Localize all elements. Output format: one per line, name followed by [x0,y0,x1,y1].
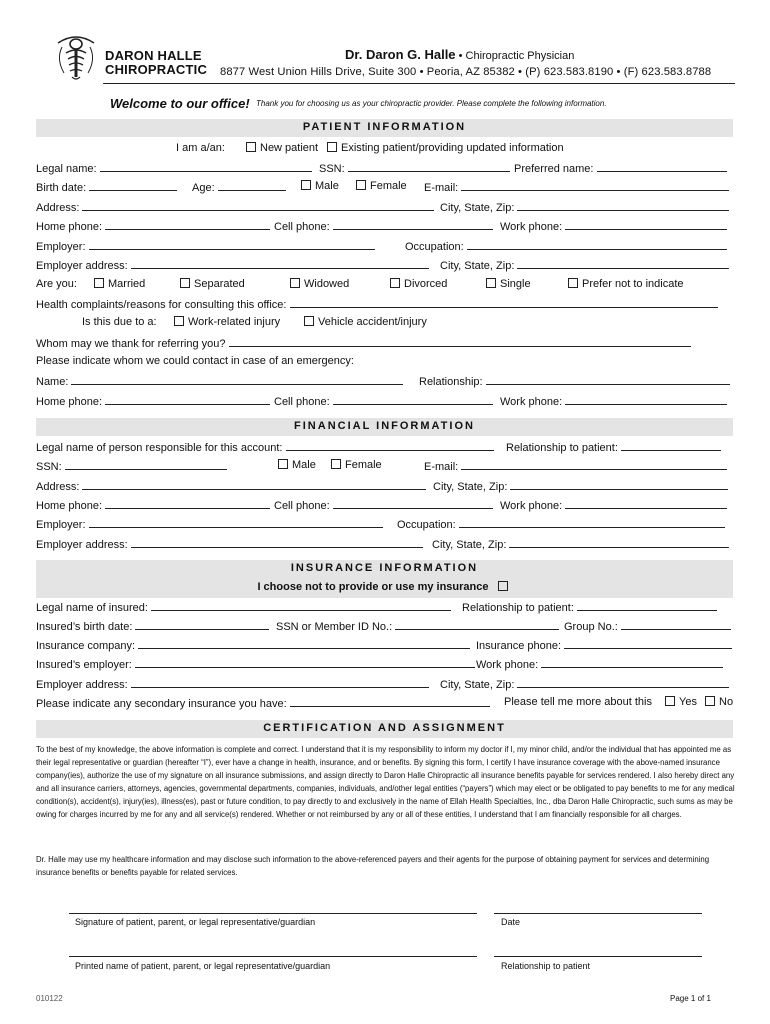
secondary-insurance-label: Please indicate any secondary insurance you have: [36,698,287,710]
separated-checkbox[interactable] [180,278,190,288]
emergency-name-field[interactable] [71,374,403,385]
work-injury-checkbox[interactable] [174,316,184,326]
female-checkbox[interactable] [356,180,366,190]
fin-cell-phone-field[interactable] [333,498,493,509]
work-phone-field[interactable] [565,219,727,230]
doctor-name: Dr. Daron G. Halle [345,47,456,62]
cell-phone-field[interactable] [333,219,493,230]
fin-address-row [36,479,736,498]
is-this-due-label: Is this due to a: [82,316,157,328]
married-label: Married [108,278,146,290]
occupation-label: Occupation: [405,241,464,253]
fin-employer-field[interactable] [89,517,383,528]
emergency-phone-row [36,394,736,413]
fin-city-state-zip-label: City, State, Zip: [433,481,508,493]
ssn-member-field[interactable] [395,619,559,630]
welcome-title: Welcome to our office! [110,96,250,111]
divorced-checkbox[interactable] [390,278,400,288]
date-line[interactable] [494,913,702,914]
tell-me-yes-label: Yes [679,696,697,708]
vehicle-accident-checkbox[interactable] [304,316,314,326]
patient-section-header [36,119,733,137]
fin-occupation-label: Occupation: [397,519,456,531]
certification-paragraph-2: Dr. Halle may use my healthcare information and may disclose such information to the above-referenced payers and their agents for the purpose of obtaining payment for services and determining insurance benefits or benefits payable for related services. [36,855,710,877]
fin-male-checkbox[interactable] [278,459,288,469]
new-patient-label: New patient [260,142,319,154]
birth-date-label: Birth date: [36,182,87,194]
practice-logo [52,33,100,83]
are-you-label: Are you: [36,278,77,290]
ins-city-state-zip-field[interactable] [517,677,729,688]
ins-work-phone-field[interactable] [541,657,723,668]
employer-city-state-zip-label: City, State, Zip: [440,260,515,272]
divorced-label: Divorced [404,278,448,290]
fin-city-state-zip-field[interactable] [510,479,728,490]
home-phone-label: Home phone: [36,221,103,233]
widowed-label: Widowed [304,278,350,290]
tell-me-no-checkbox[interactable] [705,696,715,706]
legal-name-field[interactable] [100,161,312,172]
home-phone-field[interactable] [105,219,270,230]
practice-address: 8877 West Union Hills Drive, Suite 300 • Peoria, AZ 85382 • (P) 623.583.8190 • (F) 623.583.8788 [220,66,712,78]
page-number: Page 1 of 1 [670,994,711,1003]
ins-relationship-field[interactable] [577,600,717,611]
email-field[interactable] [461,180,729,191]
female-label: Female [370,180,407,192]
fin-employer-label: Employer: [36,519,86,531]
marital-status-row [36,278,736,297]
ins-relationship-label: Relationship to patient: [462,602,574,614]
patient-section-title: PATIENT INFORMATION [302,121,467,133]
employer-address-label: Employer address: [36,260,128,272]
printed-name-line[interactable] [69,956,477,957]
welcome-subtitle: Thank you for choosing us as your chiropractic provider. Please complete the following information. [256,99,607,108]
insured-employer-field[interactable] [135,657,475,668]
tell-me-no-label: No [719,696,734,708]
insurance-company-row [36,638,736,657]
address-field[interactable] [82,200,434,211]
header-divider [103,83,735,84]
patient-type-row [36,142,736,161]
certification-section-title: CERTIFICATION AND ASSIGNMENT [263,722,506,734]
fin-address-label: Address: [36,481,80,493]
legal-name-row [36,161,736,180]
practice-name-line1: DARON HALLE [105,48,202,63]
employer-label: Employer: [36,241,86,253]
emergency-prompt-row [36,355,736,374]
insurance-company-label: Insurance company: [36,640,136,652]
city-state-zip-label: City, State, Zip: [440,202,515,214]
employer-field[interactable] [89,239,375,250]
health-complaints-field[interactable] [290,297,718,308]
i-am-label: I am a/an: [176,142,225,154]
fin-employer-city-state-zip-label: City, State, Zip: [432,539,507,551]
address-row [36,200,736,219]
tell-me-yes-checkbox[interactable] [665,696,675,706]
fin-employer-row [36,517,736,536]
group-no-label: Group No.: [564,621,618,633]
insured-birth-row [36,619,736,638]
emergency-work-phone-label: Work phone: [500,396,563,408]
responsible-label: Legal name of person responsible for this account: [36,442,283,454]
fin-relationship-label: Relationship to patient: [506,442,618,454]
emergency-home-phone-label: Home phone: [36,396,103,408]
relationship-line[interactable] [494,956,702,957]
practice-name [105,49,207,77]
referral-label: Whom may we thank for referring you? [36,338,226,350]
prefer-not-checkbox[interactable] [568,278,578,288]
address-label: Address: [36,202,80,214]
age-label: Age: [192,182,215,194]
cell-phone-label: Cell phone: [274,221,330,233]
fin-work-phone-field[interactable] [565,498,727,509]
fin-male-label: Male [292,459,316,471]
birth-date-row [36,180,736,199]
insurance-company-field[interactable] [138,638,470,649]
fin-employer-address-field[interactable] [131,537,423,548]
doctor-title: • Chiropractic Physician [455,50,575,62]
work-phone-label: Work phone: [500,221,563,233]
fin-email-field[interactable] [461,459,727,470]
group-no-field[interactable] [621,619,731,630]
referral-field[interactable] [229,336,691,347]
fin-female-label: Female [345,459,382,471]
emergency-prompt: Please indicate whom we could contact in case of an emergency: [36,355,354,367]
insurance-phone-field[interactable] [564,638,732,649]
fin-phone-row [36,498,736,517]
secondary-insurance-field[interactable] [290,696,490,707]
emergency-name-row [36,374,736,393]
preferred-name-field[interactable] [597,161,727,172]
ssn-label: SSN: [319,163,345,175]
ins-employer-address-row [36,677,736,696]
responsible-party-row [36,440,736,459]
insured-employer-label: Insured’s employer: [36,659,132,671]
widowed-checkbox[interactable] [290,278,300,288]
practice-name-line2: CHIROPRACTIC [105,62,208,77]
emergency-cell-phone-label: Cell phone: [274,396,330,408]
date-label: Date [501,917,521,927]
insurance-opt-out-label: I choose not to provide or use my insurance [257,581,489,593]
tell-me-more-label: Please tell me more about this [504,696,652,708]
existing-patient-checkbox[interactable] [327,142,337,152]
financial-section-header [36,418,733,436]
insurance-opt-out-checkbox[interactable] [498,581,508,591]
fin-employer-city-state-zip-field[interactable] [509,537,729,548]
fin-female-checkbox[interactable] [331,459,341,469]
emergency-work-phone-field[interactable] [565,394,727,405]
insured-employer-row [36,657,736,676]
fin-home-phone-field[interactable] [105,498,270,509]
ssn-field[interactable] [348,161,510,172]
separated-label: Separated [194,278,245,290]
fin-relationship-field[interactable] [621,440,721,451]
signature-line[interactable] [69,913,477,914]
employer-city-state-zip-field[interactable] [517,258,729,269]
ins-city-state-zip-label: City, State, Zip: [440,679,515,691]
emergency-name-label: Name: [36,376,69,388]
city-state-zip-field[interactable] [517,200,729,211]
insurance-phone-label: Insurance phone: [476,640,562,652]
fin-address-field[interactable] [82,479,426,490]
age-field[interactable] [218,180,286,191]
work-injury-label: Work-related injury [188,316,281,328]
single-checkbox[interactable] [486,278,496,288]
fin-ssn-label: SSN: [36,461,62,473]
prefer-not-label: Prefer not to indicate [582,278,684,290]
form-code: 010122 [36,994,63,1003]
male-label: Male [315,180,339,192]
insurance-section-title: INSURANCE INFORMATION [290,562,479,574]
ins-employer-address-label: Employer address: [36,679,128,691]
fin-email-label: E-mail: [424,461,459,473]
health-complaints-label: Health complaints/reasons for consulting this office: [36,299,287,311]
certification-section-header [36,720,733,738]
fin-cell-phone-label: Cell phone: [274,500,330,512]
fin-employer-address-label: Employer address: [36,539,128,551]
insured-name-label: Legal name of insured: [36,602,148,614]
phone-row [36,219,736,238]
married-checkbox[interactable] [94,278,104,288]
doctor-heading [345,47,574,62]
ins-employer-address-field[interactable] [131,677,429,688]
fin-ssn-row [36,459,736,478]
health-complaints-row [36,297,736,316]
occupation-field[interactable] [467,239,727,250]
responsible-field[interactable] [286,440,494,451]
vehicle-accident-label: Vehicle accident/injury [318,316,427,328]
ins-work-phone-label: Work phone: [476,659,539,671]
legal-name-label: Legal name: [36,163,97,175]
emergency-home-phone-field[interactable] [105,394,270,405]
ssn-member-label: SSN or Member ID No.: [276,621,393,633]
emergency-cell-phone-field[interactable] [333,394,493,405]
insured-name-row [36,600,736,619]
relationship-signature-label: Relationship to patient [501,961,591,971]
insured-birth-field[interactable] [135,619,269,630]
injury-cause-row [36,316,736,335]
male-checkbox[interactable] [301,180,311,190]
new-patient-checkbox[interactable] [246,142,256,152]
fin-employer-address-row [36,537,736,556]
preferred-name-label: Preferred name: [514,163,594,175]
referral-row [36,336,736,355]
emergency-relationship-label: Relationship: [419,376,483,388]
employer-address-row [36,258,736,277]
financial-section-title: FINANCIAL INFORMATION [294,420,475,432]
fin-home-phone-label: Home phone: [36,500,103,512]
existing-patient-label: Existing patient/providing updated information [341,142,564,154]
single-label: Single [500,278,531,290]
insured-birth-label: Insured’s birth date: [36,621,133,633]
signature-label: Signature of patient, parent, or legal representative/guardian [75,917,316,927]
fin-occupation-field[interactable] [459,517,725,528]
email-label: E-mail: [424,182,459,194]
insurance-section-header [36,560,733,598]
birth-date-field[interactable] [89,180,177,191]
certification-paragraph-1: To the best of my knowledge, the above information is complete and correct. I understand that it is my responsibility to inform my doctor if I, my minor child, and/or the individual that has appointed me as their legal representative or guardian (hereafter “I”), ever have a change in health, insurance, and or benefits. By signing this form, I certify I have insurance coverage with the above-named insurance company(ies), authorize the use of my signature on all insurance submissions, and assign directly to Daron Halle Chiropractic all insurance benefits payable for services rendered. I also hereby direct any and all insurance carriers, attorneys, agencies, governmental departments, companies, individuals, and/other legal entities (“payers”) which may elect or be obligated to pay benefits to me for any medical condition(s), accident(s), injury(ies), illness(es), past or future condition, to pay directly to and exclusively in the name of Ellah Health Specialties, Inc., dba Daron Halle Chiropractic, such sums as may be owing for charges incurred by me for any and all service(s) rendered. Whether or not reimbursed by any or all of these entities, I understand that I am financially responsible for all charges. [36,745,735,819]
employer-row [36,239,736,258]
insured-name-field[interactable] [151,600,451,611]
emergency-relationship-field[interactable] [486,374,730,385]
printed-name-label: Printed name of patient, parent, or legal representative/guardian [75,961,331,971]
secondary-insurance-row [36,696,736,715]
fin-work-phone-label: Work phone: [500,500,563,512]
employer-address-field[interactable] [131,258,429,269]
fin-ssn-field[interactable] [65,459,227,470]
